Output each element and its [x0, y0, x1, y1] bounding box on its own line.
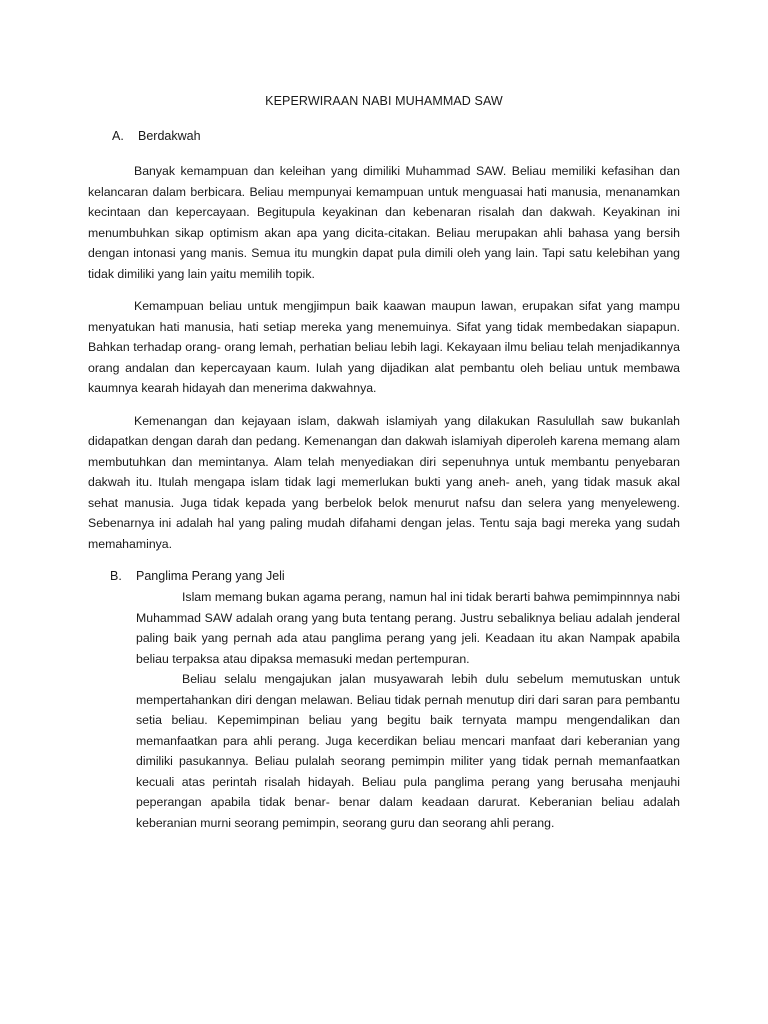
section-a-paragraph-2: Kemampuan beliau untuk mengjimpun baik kaawan maupun lawan, erupakan sifat yang mampu menyatukan hati manusia, hati setiap mereka yang menemuinya. Sifat yang tidak membedakan siapapun. Bahkan terhadap orang- orang lemah, perhatian beliau lebih lagi. Kekayaan ilmu beliau telah menjadikannya orang andalan dan kepercayaan kaum. Iulah yang dijadikan alat pembantu oleh beliau untuk membawa kaumnya kearah hidayah dan menerima dakwahnya. — [88, 299, 680, 395]
section-b-paragraph-1: Islam memang bukan agama perang, namun hal ini tidak berarti bahwa pemimpinnnya nabi Muhammad SAW adalah orang yang buta tentang perang. Justru sebaliknya beliau adalah jenderal paling baik yang pernah ada atau panglima perang yang jeli. Keadaan itu akan Nampak apabila beliau terpaksa atau dipaksa memasuki medan pertempuran. — [136, 590, 680, 666]
section-a-heading — [88, 126, 680, 147]
section-a-paragraph-1: Banyak kemampuan dan keleihan yang dimiliki Muhammad SAW. Beliau memiliki kefasihan dan kelancaran dalam berbicara. Beliau mempunyai kemampuan untuk menguasai hati manusia, menanamkan kecintaan dan kepercayaan. Begitupula keyakinan dan kebenaran risalah dan dakwah. Keyakinan ini menumbuhkan sikap optimism akan apa yang dicita-citakan. Beliau merupakan ahli bahasa yang bersih dengan intonasi yang manis. Semua itu mungkin dapat pula dimili oleh yang lain. Tapi satu kelebihan yang tidak dimiliki yang lain yaitu memilih topik. — [88, 164, 680, 281]
section-b-title: Panglima Perang yang Jeli — [136, 569, 285, 583]
section-a-marker: A. — [112, 129, 124, 143]
section-b-heading — [88, 566, 680, 587]
section-a-title: Berdakwah — [138, 129, 201, 143]
section-a-paragraph-3: Kemenangan dan kejayaan islam, dakwah islamiyah yang dilakukan Rasulullah saw bukanlah didapatkan dengan darah dan pedang. Kemenangan dan dakwah islamiyah diperoleh karena memang alam membutuhkan dan memintanya. Alam telah menyediakan diri sepenuhnya untuk membantu penyebaran dakwah itu. Itulah mengapa islam tidak lagi memerlukan bukti yang aneh- aneh, yang tidak masuk akal sehat manusia. Juga tidak kepada yang berbelok belok menurut nafsu dan selera yang menyeleweng. Sebenarnya ini adalah hal yang paling mudah difahami dengan jelas. Tentu saja bagi mereka yang sudah memahaminya. — [88, 413, 680, 551]
section-b-marker: B. — [110, 569, 122, 583]
section-b-paragraph-2: Beliau selalu mengajukan jalan musyawarah lebih dulu sebelum memutuskan untuk mempertahankan diri dengan melawan. Beliau tidak pernah menutup diri dari saran para pembantu setia beliau. Kepemimpinan beliau yang begitu baik ternyata mampu mengendalikan dan memanfaatkan para ahli perang. Juga kecerdikan beliau mencari manfaat dari keberanian yang dimiliki pasukannya. Beliau pulalah seorang pemimpin militer yang tidak pernah memanfaatkan kecuali atas perintah risalah hidayah. Beliau pula panglima perang yang berusaha menjauhi peperangan apabila tidak benar- benar dalam keadaan darurat. Keberanian beliau adalah keberanian murni seorang pemimpin, seorang guru dan seorang ahli perang. — [136, 672, 680, 830]
section-b-body — [88, 587, 680, 833]
document-title: KEPERWIRAAN NABI MUHAMMAD SAW — [265, 94, 503, 108]
